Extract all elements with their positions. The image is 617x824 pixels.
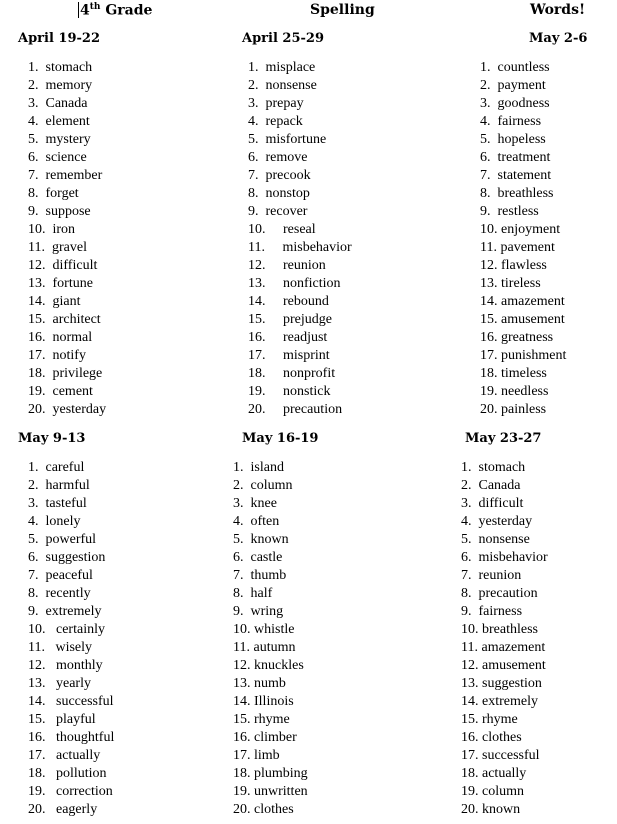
list-item: 12. knuckles — [233, 658, 304, 673]
list-item: 11. gravel — [28, 240, 87, 255]
list-item: 9. fairness — [461, 604, 523, 619]
list-item: 10. enjoyment — [480, 222, 561, 237]
list-item: 15. architect — [28, 312, 101, 327]
list-item: 13. numb — [233, 676, 286, 691]
list-item: 19. correction — [28, 784, 113, 799]
list-item: 6. remove — [248, 150, 308, 165]
text-cursor — [78, 2, 79, 18]
list-item: 4. often — [233, 514, 280, 529]
list-item: 20. clothes — [233, 802, 294, 817]
list-item: 18. plumbing — [233, 766, 308, 781]
grade-suffix: th — [89, 2, 101, 12]
list-item: 15. rhyme — [461, 712, 518, 727]
list-item: 8. breathless — [480, 186, 554, 201]
list-item: 13. nonfiction — [248, 276, 341, 291]
list-item: 2. Canada — [461, 478, 521, 493]
list-item: 4. fairness — [480, 114, 542, 129]
list-item: 8. recently — [28, 586, 91, 601]
list-item: 8. half — [233, 586, 273, 601]
list-item: 10. reseal — [248, 222, 316, 237]
list-item: 19. unwritten — [233, 784, 308, 799]
list-item: 6. science — [28, 150, 87, 165]
list-item: 14. rebound — [248, 294, 329, 309]
section-title-april-25-29: April 25-29 — [242, 31, 325, 46]
list-item: 17. actually — [28, 748, 101, 763]
list-item: 18. nonprofit — [248, 366, 336, 381]
list-item: 15. rhyme — [233, 712, 290, 727]
list-item: 18. actually — [461, 766, 527, 781]
list-item: 12. flawless — [480, 258, 547, 273]
list-item: 3. difficult — [461, 496, 524, 511]
section-title-may-9-13: May 9-13 — [18, 431, 86, 446]
list-item: 12. difficult — [28, 258, 98, 273]
list-item: 6. castle — [233, 550, 283, 565]
list-item: 15. prejudge — [248, 312, 332, 327]
list-item: 6. misbehavior — [461, 550, 548, 565]
list-item: 4. element — [28, 114, 90, 129]
list-item: 3. knee — [233, 496, 277, 511]
list-item: 13. tireless — [480, 276, 541, 291]
list-item: 17. limb — [233, 748, 280, 763]
list-item: 2. column — [233, 478, 293, 493]
grade-heading — [80, 2, 152, 19]
word-list-may-2-6 — [480, 59, 566, 419]
word-list-april-25-29 — [248, 59, 352, 419]
list-item: 8. nonstop — [248, 186, 310, 201]
list-item: 5. misfortune — [248, 132, 327, 147]
list-item: 17. notify — [28, 348, 86, 363]
list-item: 5. powerful — [28, 532, 97, 547]
list-item: 7. peaceful — [28, 568, 93, 583]
list-item: 11. misbehavior — [248, 240, 352, 255]
list-item: 15. amusement — [480, 312, 565, 327]
list-item: 4. yesterday — [461, 514, 533, 529]
list-item: 7. thumb — [233, 568, 287, 583]
list-item: 2. memory — [28, 78, 93, 93]
list-item: 1. island — [233, 460, 284, 475]
list-item: 13. yearly — [28, 676, 91, 691]
list-item: 3. goodness — [480, 96, 550, 111]
list-item: 3. prepay — [248, 96, 304, 111]
word-list-may-23-27 — [461, 459, 548, 819]
list-item: 9. wring — [233, 604, 284, 619]
list-item: 13. suggestion — [461, 676, 542, 691]
list-item: 1. misplace — [248, 60, 316, 75]
list-item: 17. misprint — [248, 348, 330, 363]
list-item: 10. iron — [28, 222, 76, 237]
list-item: 7. statement — [480, 168, 552, 183]
list-item: 11. autumn — [233, 640, 296, 655]
list-item: 15. playful — [28, 712, 96, 727]
section-title-april-19-22: April 19-22 — [18, 31, 101, 46]
list-item: 18. timeless — [480, 366, 547, 381]
list-item: 7. reunion — [461, 568, 522, 583]
list-item: 8. forget — [28, 186, 79, 201]
list-item: 9. suppose — [28, 204, 91, 219]
list-item: 12. monthly — [28, 658, 103, 673]
grade-word: Grade — [105, 2, 153, 19]
list-item: 20. yesterday — [28, 402, 107, 417]
list-item: 20. painless — [480, 402, 547, 417]
word-list-may-9-13 — [28, 459, 114, 819]
list-item: 9. recover — [248, 204, 308, 219]
list-item: 2. payment — [480, 78, 546, 93]
list-item: 9. extremely — [28, 604, 102, 619]
list-item: 8. precaution — [461, 586, 538, 601]
list-item: 10. whistle — [233, 622, 295, 637]
list-item: 19. cement — [28, 384, 93, 399]
list-item: 12. reunion — [248, 258, 326, 273]
section-title-may-16-19: May 16-19 — [242, 431, 319, 446]
spelling-heading: Spelling — [310, 2, 375, 18]
list-item: 16. thoughtful — [28, 730, 115, 745]
list-item: 3. Canada — [28, 96, 88, 111]
list-item: 5. hopeless — [480, 132, 546, 147]
list-item: 14. extremely — [461, 694, 538, 709]
list-item: 18. pollution — [28, 766, 107, 781]
list-item: 19. needless — [480, 384, 549, 399]
section-title-may-2-6: May 2-6 — [529, 31, 588, 46]
list-item: 16. climber — [233, 730, 297, 745]
list-item: 2. nonsense — [248, 78, 317, 93]
words-heading: Words! — [530, 2, 586, 18]
list-item: 14. giant — [28, 294, 81, 309]
word-list-may-16-19 — [233, 459, 308, 819]
list-item: 14. Illinois — [233, 694, 294, 709]
list-item: 10. certainly — [28, 622, 105, 637]
list-item: 19. column — [461, 784, 524, 799]
list-item: 5. known — [233, 532, 289, 547]
list-item: 4. lonely — [28, 514, 81, 529]
list-item: 12. amusement — [461, 658, 546, 673]
list-item: 14. successful — [28, 694, 114, 709]
list-item: 20. known — [461, 802, 521, 817]
list-item: 20. precaution — [248, 402, 343, 417]
list-item: 5. mystery — [28, 132, 91, 147]
list-item: 5. nonsense — [461, 532, 530, 547]
list-item: 20. eagerly — [28, 802, 98, 817]
list-item: 16. readjust — [248, 330, 328, 345]
list-item: 17. punishment — [480, 348, 567, 363]
list-item: 1. stomach — [28, 60, 93, 75]
list-item: 19. nonstick — [248, 384, 331, 399]
list-item: 1. countless — [480, 60, 550, 75]
list-item: 11. pavement — [480, 240, 555, 255]
list-item: 18. privilege — [28, 366, 103, 381]
list-item: 16. clothes — [461, 730, 522, 745]
list-item: 11. wisely — [28, 640, 93, 655]
list-item: 13. fortune — [28, 276, 93, 291]
list-item: 3. tasteful — [28, 496, 87, 511]
list-item: 17. successful — [461, 748, 540, 763]
word-list-april-19-22 — [28, 59, 106, 419]
list-item: 16. greatness — [480, 330, 554, 345]
list-item: 16. normal — [28, 330, 93, 345]
section-title-may-23-27: May 23-27 — [465, 431, 542, 446]
grade-number: 4 — [80, 2, 90, 19]
list-item: 14. amazement — [480, 294, 565, 309]
list-item: 9. restless — [480, 204, 539, 219]
list-item: 2. harmful — [28, 478, 90, 493]
list-item: 6. suggestion — [28, 550, 106, 565]
list-item: 6. treatment — [480, 150, 551, 165]
list-item: 4. repack — [248, 114, 303, 129]
list-item: 1. careful — [28, 460, 85, 475]
list-item: 7. precook — [248, 168, 311, 183]
list-item: 7. remember — [28, 168, 103, 183]
list-item: 10. breathless — [461, 622, 538, 637]
list-item: 1. stomach — [461, 460, 526, 475]
list-item: 11. amazement — [461, 640, 546, 655]
